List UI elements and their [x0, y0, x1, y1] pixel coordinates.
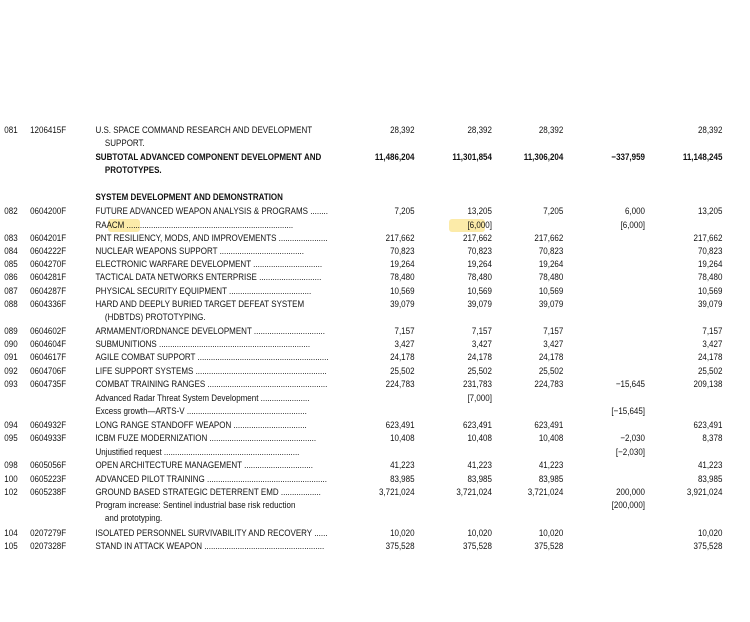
- amount-col-2: 13,205: [467, 206, 492, 216]
- amount-col-5: 28,392: [697, 125, 723, 135]
- amount-col-1: 10,569: [390, 286, 415, 296]
- line-number: 102: [4, 487, 18, 497]
- amount-col-2: 11,301,854: [452, 152, 492, 162]
- description-line: AGILE COMBAT SUPPORT ...........................................................: [95, 352, 329, 362]
- amount-col-2: 231,783: [463, 379, 492, 389]
- amount-col-5: 10,569: [697, 286, 723, 296]
- program-element: 0604201F: [30, 233, 67, 243]
- amount-col-1: 7,157: [394, 326, 415, 336]
- amount-col-3: 19,264: [538, 259, 564, 269]
- amount-col-3: 25,502: [538, 366, 564, 376]
- amount-col-2: 10,408: [467, 433, 492, 443]
- amount-col-2: 3,721,024: [456, 487, 492, 497]
- program-element: 0604706F: [30, 366, 67, 376]
- amount-col-1: 41,223: [390, 460, 415, 470]
- program-element: 0605223F: [30, 474, 67, 484]
- amount-col-5: 13,205: [697, 206, 723, 216]
- line-number: 089: [4, 326, 18, 336]
- program-element: 0604735F: [30, 379, 67, 389]
- program-element: 0604222F: [30, 246, 67, 256]
- description-line: TACTICAL DATA NETWORKS ENTERPRISE ............................: [95, 272, 322, 282]
- amount-col-2: 375,528: [463, 541, 492, 551]
- amount-col-2: 70,823: [467, 246, 492, 256]
- description-line: GROUND BASED STRATEGIC DETERRENT EMD ..................: [95, 487, 321, 497]
- amount-col-1: 19,264: [390, 259, 415, 269]
- description-line: HARD AND DEEPLY BURIED TARGET DEFEAT SYSTEM: [95, 299, 305, 309]
- amount-col-5: 10,020: [697, 528, 723, 538]
- amount-col-3: 375,528: [534, 541, 564, 551]
- description-line: and prototyping.: [104, 513, 163, 523]
- amount-col-5: 209,138: [693, 379, 723, 389]
- program-element: 0604604F: [30, 339, 67, 349]
- amount-col-3: 623,491: [534, 420, 564, 430]
- description-line: (HDBTDS) PROTOTYPING.: [104, 312, 206, 322]
- amount-col-3: 224,783: [534, 379, 564, 389]
- line-number: 098: [4, 460, 18, 470]
- description-line: PHYSICAL SECURITY EQUIPMENT .....................................: [95, 286, 312, 296]
- amount-col-5: 217,662: [693, 233, 723, 243]
- amount-col-3: 83,985: [538, 474, 564, 484]
- program-element: 0604602F: [30, 326, 67, 336]
- amount-col-5: 3,921,024: [686, 487, 723, 497]
- amount-col-1: 25,502: [390, 366, 415, 376]
- amount-col-2: 3,427: [471, 339, 492, 349]
- amount-col-4: −15,645: [615, 379, 645, 389]
- line-number: 094: [4, 420, 18, 430]
- amount-col-3: 3,427: [543, 339, 564, 349]
- line-number: 081: [4, 125, 18, 135]
- amount-col-2: 83,985: [467, 474, 492, 484]
- description-line: ADVANCED PILOT TRAINING ......................................................: [95, 474, 327, 484]
- line-number: 092: [4, 366, 18, 376]
- amount-col-3: 11,306,204: [523, 152, 564, 162]
- amount-col-3: 28,392: [538, 125, 564, 135]
- amount-col-1: 24,178: [390, 352, 415, 362]
- amount-col-2: 10,569: [467, 286, 492, 296]
- description-line: LIFE SUPPORT SYSTEMS ...........................................................: [95, 366, 327, 376]
- amount-col-2: 623,491: [463, 420, 492, 430]
- program-element: 0604933F: [30, 433, 67, 443]
- description-line: ELECTRONIC WARFARE DEVELOPMENT ...............................: [95, 259, 323, 269]
- amount-col-3: 7,157: [543, 326, 564, 336]
- description-line: OPEN ARCHITECTURE MANAGEMENT ...............................: [95, 460, 313, 470]
- amount-col-2: 217,662: [463, 233, 492, 243]
- amount-col-3: 217,662: [534, 233, 564, 243]
- amount-col-2: 25,502: [467, 366, 492, 376]
- program-element: 0604617F: [30, 352, 67, 362]
- amount-col-2: 24,178: [467, 352, 492, 362]
- line-number: 086: [4, 272, 18, 282]
- amount-col-4: [−2,030]: [615, 447, 645, 457]
- description-line: SUPPORT.: [104, 138, 145, 148]
- amount-col-2: 78,480: [467, 272, 492, 282]
- program-element: 0207328F: [30, 541, 67, 551]
- amount-col-1: 28,392: [390, 125, 415, 135]
- amount-col-2: 10,020: [467, 528, 492, 538]
- amount-col-5: 39,079: [697, 299, 723, 309]
- program-element: 0605238F: [30, 487, 67, 497]
- amount-col-5: 7,157: [702, 326, 723, 336]
- amount-col-4: [6,000]: [620, 220, 645, 230]
- line-number: 088: [4, 299, 18, 309]
- amount-col-1: 83,985: [390, 474, 415, 484]
- description-line: ICBM FUZE MODERNIZATION ................................................: [95, 433, 317, 443]
- line-number: 100: [4, 474, 18, 484]
- line-number: 085: [4, 259, 18, 269]
- amount-col-2: 7,157: [471, 326, 492, 336]
- line-number: 093: [4, 379, 18, 389]
- amount-col-3: 70,823: [538, 246, 564, 256]
- amount-col-2: 39,079: [467, 299, 492, 309]
- description-line: RAACM ...........................................................................: [95, 220, 294, 230]
- amount-col-5: 8,378: [702, 433, 723, 443]
- amount-col-1: 70,823: [390, 246, 415, 256]
- line-number: 091: [4, 352, 18, 362]
- amount-col-2: [7,000]: [467, 393, 492, 403]
- amount-col-1: 7,205: [394, 206, 415, 216]
- description-line: Advanced Radar Threat System Development ......................: [95, 393, 310, 403]
- amount-col-2: 28,392: [467, 125, 492, 135]
- amount-col-1: 39,079: [390, 299, 415, 309]
- program-element: 0207279F: [30, 528, 67, 538]
- description-line: SYSTEM DEVELOPMENT AND DEMONSTRATION: [95, 192, 283, 202]
- program-element: 0604270F: [30, 259, 67, 269]
- line-number: 090: [4, 339, 18, 349]
- amount-col-5: 375,528: [693, 541, 723, 551]
- line-number: 095: [4, 433, 18, 443]
- amount-col-3: 7,205: [543, 206, 564, 216]
- amount-col-5: 83,985: [697, 474, 723, 484]
- amount-col-1: 375,528: [385, 541, 415, 551]
- amount-col-2: [6,000]: [467, 220, 492, 230]
- description-line: LONG RANGE STANDOFF WEAPON .................................: [95, 420, 307, 430]
- amount-col-1: 10,020: [390, 528, 415, 538]
- amount-col-5: 623,491: [693, 420, 723, 430]
- program-element: 0604200F: [30, 206, 67, 216]
- line-number: 082: [4, 206, 18, 216]
- program-element: 0604932F: [30, 420, 67, 430]
- amount-col-3: 41,223: [538, 460, 564, 470]
- amount-col-5: 41,223: [697, 460, 723, 470]
- description-line: SUBMUNITIONS ....................................................................: [95, 339, 311, 349]
- amount-col-1: 3,721,024: [378, 487, 415, 497]
- amount-col-1: 78,480: [390, 272, 415, 282]
- amount-col-3: 39,079: [538, 299, 564, 309]
- description-line: Excess growth—ARTS-V ......................................................: [95, 406, 307, 416]
- line-number: 105: [4, 541, 18, 551]
- amount-col-5: 70,823: [697, 246, 723, 256]
- amount-col-4: 200,000: [616, 487, 645, 497]
- amount-col-1: 10,408: [390, 433, 415, 443]
- program-element: 0605056F: [30, 460, 67, 470]
- program-element: 1206415F: [30, 125, 67, 135]
- amount-col-3: 10,408: [538, 433, 564, 443]
- description-line: FUTURE ADVANCED WEAPON ANALYSIS & PROGRAMS ........: [95, 206, 328, 216]
- amount-col-2: 41,223: [467, 460, 492, 470]
- description-line: STAND IN ATTACK WEAPON ......................................................: [95, 541, 325, 551]
- amount-col-4: −2,030: [620, 433, 645, 443]
- amount-col-1: 224,783: [385, 379, 415, 389]
- amount-col-3: 10,569: [538, 286, 564, 296]
- amount-col-3: 24,178: [538, 352, 564, 362]
- amount-col-2: 19,264: [467, 259, 492, 269]
- line-number: 084: [4, 246, 18, 256]
- amount-col-5: 24,178: [697, 352, 723, 362]
- amount-col-1: 11,486,204: [374, 152, 415, 162]
- description-line: U.S. SPACE COMMAND RESEARCH AND DEVELOPMENT: [95, 125, 313, 135]
- line-number: 104: [4, 528, 18, 538]
- description-line: Program increase: Sentinel industrial base risk reduction: [95, 500, 296, 510]
- description-line: PNT RESILIENCY, MODS, AND IMPROVEMENTS ......................: [95, 233, 328, 243]
- description-line: Unjustified request .............................................................: [95, 447, 300, 457]
- line-number: 083: [4, 233, 18, 243]
- amount-col-5: 3,427: [702, 339, 723, 349]
- amount-col-5: 25,502: [697, 366, 723, 376]
- program-element: 0604281F: [30, 272, 67, 282]
- description-line: ARMAMENT/ORDNANCE DEVELOPMENT ................................: [95, 326, 325, 336]
- amount-col-3: 78,480: [538, 272, 564, 282]
- amount-col-1: 3,427: [394, 339, 415, 349]
- program-element: 0604336F: [30, 299, 67, 309]
- amount-col-4: [−15,645]: [611, 406, 645, 416]
- line-number: 087: [4, 286, 18, 296]
- description-line: SUBTOTAL ADVANCED COMPONENT DEVELOPMENT AND: [95, 152, 322, 162]
- description-line: NUCLEAR WEAPONS SUPPORT ......................................: [95, 246, 304, 256]
- amount-col-1: 217,662: [385, 233, 415, 243]
- program-element: 0604287F: [30, 286, 67, 296]
- amount-col-5: 78,480: [697, 272, 723, 282]
- amount-col-3: 10,020: [538, 528, 564, 538]
- description-line: COMBAT TRAINING RANGES ......................................................: [95, 379, 328, 389]
- amount-col-5: 11,148,245: [682, 152, 723, 162]
- amount-col-5: 19,264: [697, 259, 723, 269]
- amount-col-4: −337,959: [611, 152, 645, 162]
- amount-col-4: [200,000]: [611, 500, 645, 510]
- description-line: ISOLATED PERSONNEL SURVIVABILITY AND RECOVERY ......: [95, 528, 328, 538]
- amount-col-4: 6,000: [624, 206, 645, 216]
- amount-col-1: 623,491: [385, 420, 415, 430]
- description-line: PROTOTYPES.: [104, 165, 162, 175]
- amount-col-3: 3,721,024: [527, 487, 564, 497]
